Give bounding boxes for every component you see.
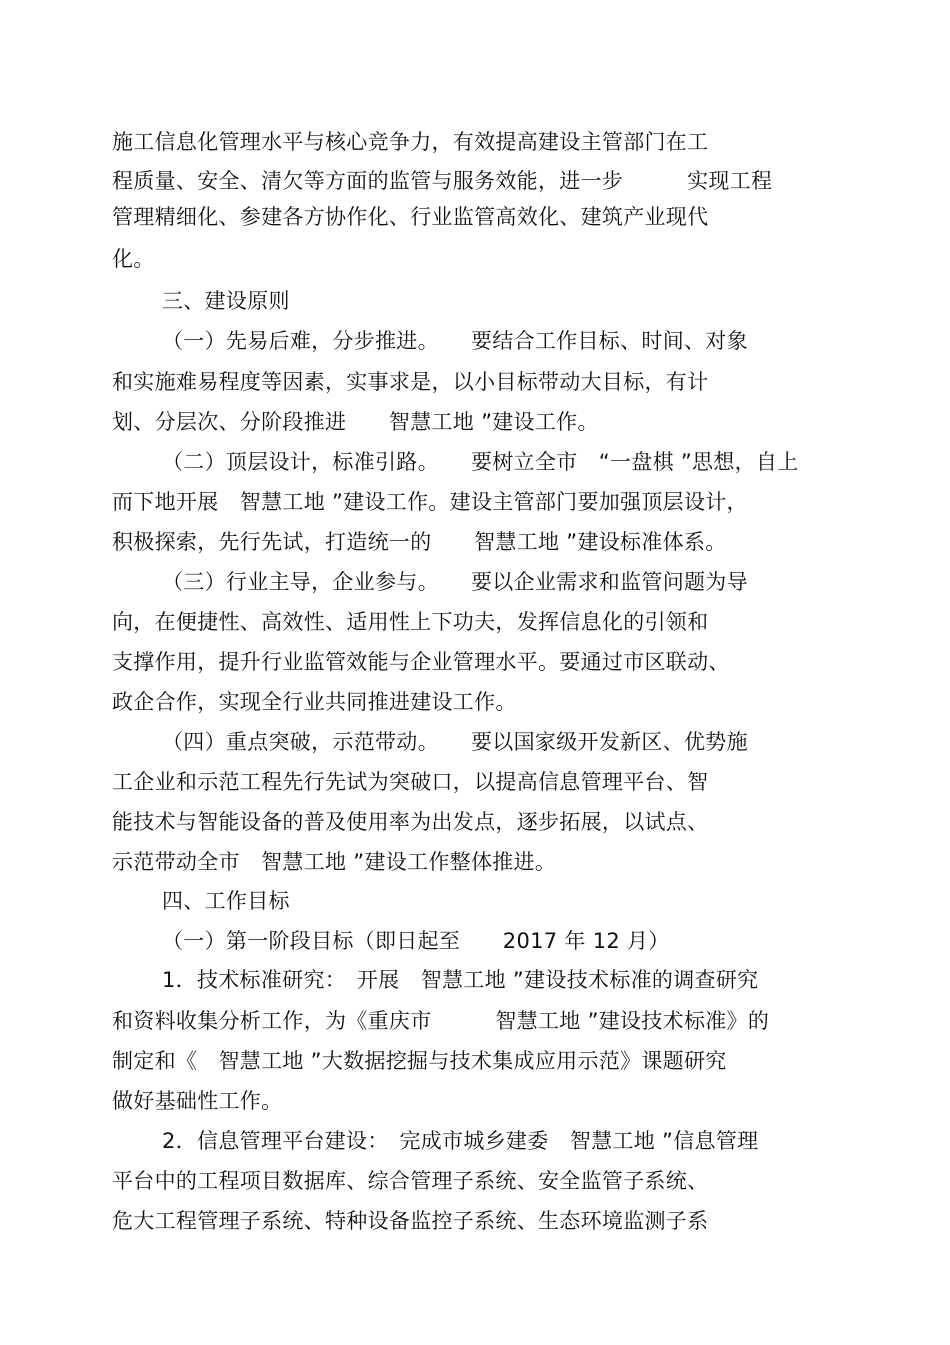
text-line: 做好基础性工作。 [112,1089,283,1113]
text-line: 管理精细化、参建各方协作化、行业监管高效化、建筑产业现代 [112,205,709,229]
text-line: 和实施难易程度等因素，实事求是，以小目标带动大目标，有计 [112,370,709,394]
text-line: 1．技术标准研究： 开展 智慧工地 ”建设技术标准的调查研究 [162,968,759,992]
text-line: 示范带动全市 智慧工地 ”建设工作整体推进。 [112,850,557,874]
text-line: 危大工程管理子系统、特种设备监控子系统、生态环境监测子系 [112,1209,709,1233]
text-line: 政企合作，实现全行业共同推进建设工作。 [112,690,517,714]
text-line: （二）顶层设计，标准引路。 要树立全市 “一盘棋 ”思想，自上 [162,450,799,474]
text-line: 工企业和示范工程先行先试为突破口，以提高信息管理平台、智 [112,770,709,794]
text-line: 而下地开展 智慧工地 ”建设工作。建设主管部门要加强顶层设计， [112,490,748,514]
text-line: 积极探索，先行先试，打造统一的 智慧工地 ”建设标准体系。 [112,530,727,554]
text-line: （一）先易后难，分步推进。 要结合工作目标、时间、对象 [162,329,748,353]
text-line: 化。 [112,247,155,271]
subsection-heading: （一）第一阶段目标（即日起至 2017 年 12 月） [162,929,670,953]
text-line: 划、分层次、分阶段推进 智慧工地 ”建设工作。 [112,410,599,434]
text-line: 制定和《 智慧工地 ”大数据挖掘与技术集成应用示范》课题研究 [112,1049,727,1073]
text-line: 平台中的工程项目数据库、综合管理子系统、安全监管子系统、 [112,1169,709,1193]
text-line: （四）重点突破，示范带动。 要以国家级开发新区、优势施 [162,730,748,754]
section-heading: 三、建设原则 [162,289,290,313]
text-line: 2．信息管理平台建设： 完成市城乡建委 智慧工地 ”信息管理 [162,1129,759,1153]
text-line: （三）行业主导，企业参与。 要以企业需求和监管问题为导 [162,570,748,594]
text-line: 施工信息化管理水平与核心竞争力，有效提高建设主管部门在工 [112,130,709,154]
text-line: 向，在便捷性、高效性、适用性上下功夫，发挥信息化的引领和 [112,610,709,634]
section-heading: 四、工作目标 [162,889,290,913]
text-line: 和资料收集分析工作，为《重庆市 智慧工地 ”建设技术标准》的 [112,1009,770,1033]
text-line: 程质量、安全、清欠等方面的监管与服务效能，进一步 实现工程 [112,169,773,193]
text-line: 能技术与智能设备的普及使用率为出发点，逐步拓展，以试点、 [112,810,709,834]
text-line: 支撑作用，提升行业监管效能与企业管理水平。要通过市区联动、 [112,650,730,674]
